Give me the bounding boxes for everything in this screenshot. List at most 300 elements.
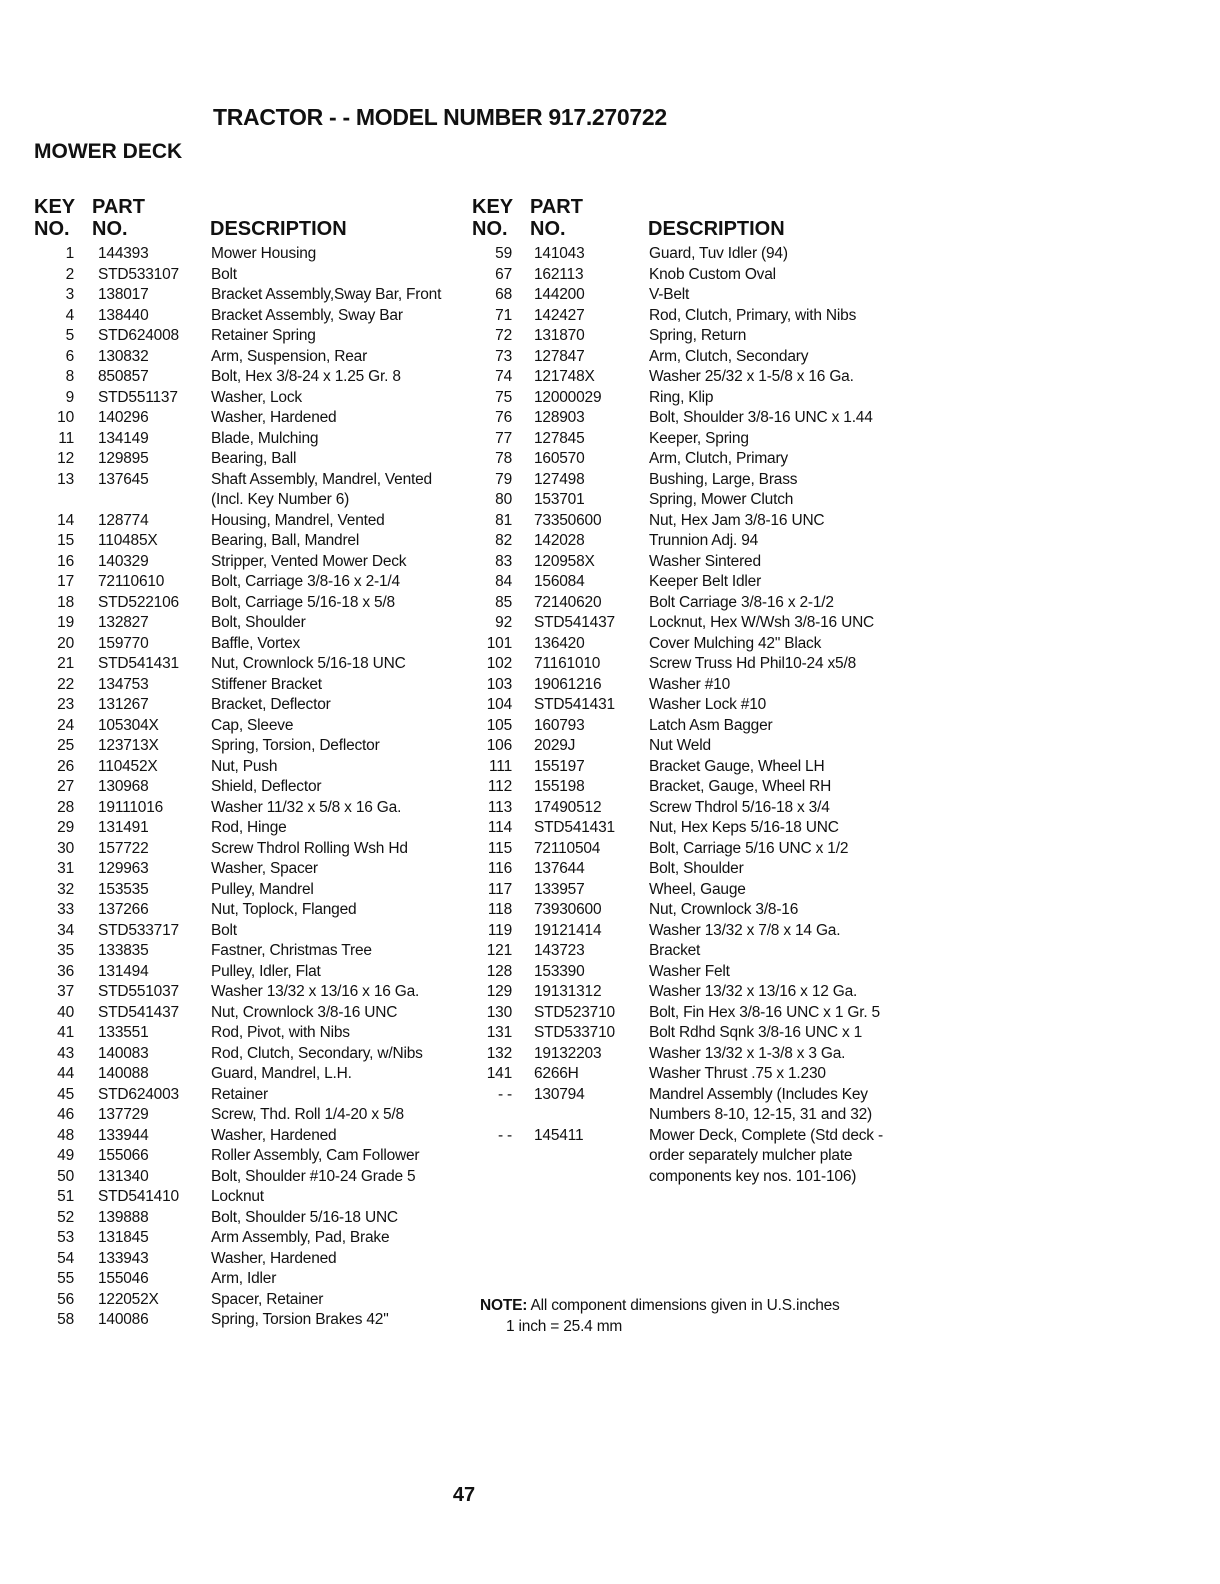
part-number: 136420 xyxy=(534,634,585,652)
part-number: STD533717 xyxy=(98,921,179,939)
part-number: 131267 xyxy=(98,696,149,713)
part-description: Bracket, Deflector xyxy=(211,696,331,713)
key-number: 49 xyxy=(57,1147,74,1164)
part-description: Shaft Assembly, Mandrel, Vented (Incl. Key Number 6) xyxy=(211,470,432,508)
key-number: 118 xyxy=(487,901,512,918)
part-description: Bracket xyxy=(649,942,701,959)
key-number: 54 xyxy=(57,1249,74,1267)
part-description: Arm, Idler xyxy=(211,1270,277,1287)
key-number: 101 xyxy=(486,634,512,652)
parts-row xyxy=(30,798,402,819)
parts-row xyxy=(30,531,360,552)
key-number: 76 xyxy=(495,409,512,426)
parts-row xyxy=(470,1044,846,1065)
key-number: 115 xyxy=(487,839,512,857)
key-number: 56 xyxy=(57,1290,74,1308)
parts-row xyxy=(30,244,317,265)
key-header-2: NO. xyxy=(472,218,508,240)
parts-row xyxy=(30,1208,398,1229)
part-number: 156084 xyxy=(534,573,585,590)
key-number: 1 xyxy=(65,245,74,262)
part-number: 132827 xyxy=(98,614,149,631)
part-number: STD533107 xyxy=(98,265,179,283)
parts-row xyxy=(470,1126,883,1188)
key-number: 52 xyxy=(57,1208,74,1226)
parts-row xyxy=(30,654,406,675)
key-number: 141 xyxy=(486,1065,512,1082)
key-number: 20 xyxy=(57,634,74,652)
part-number: STD624003 xyxy=(98,1085,179,1103)
parts-row xyxy=(30,736,380,757)
parts-list-right xyxy=(470,244,883,1187)
part-number: 134753 xyxy=(98,675,149,693)
part-description: Spring, Torsion Brakes 42" xyxy=(211,1311,389,1328)
part-number: 120958X xyxy=(534,552,595,570)
part-description: Bearing, Ball, Mandrel xyxy=(211,532,360,549)
part-number: 143723 xyxy=(534,942,585,959)
part-description: Pulley, Idler, Flat xyxy=(211,962,321,980)
key-number: 35 xyxy=(57,942,74,959)
part-description: Nut, Toplock, Flanged xyxy=(211,901,357,918)
part-description: Nut, Hex Jam 3/8-16 UNC xyxy=(649,511,825,529)
dimension-note xyxy=(480,1296,840,1337)
parts-row xyxy=(470,613,875,634)
parts-row xyxy=(470,326,747,347)
part-number: STD551137 xyxy=(98,388,178,406)
part-number: 138017 xyxy=(98,286,149,303)
key-number: 55 xyxy=(57,1270,74,1287)
part-description: Washer, Spacer xyxy=(211,860,318,877)
part-description: Washer, Hardened xyxy=(211,409,337,426)
part-description: Knob Custom Oval xyxy=(649,265,776,283)
parts-row xyxy=(470,490,794,511)
parts-row xyxy=(30,839,408,860)
key-number: 5 xyxy=(65,327,74,344)
part-number: 131845 xyxy=(98,1229,149,1246)
key-number: 24 xyxy=(57,716,74,734)
key-number: 28 xyxy=(57,798,74,816)
key-number: 83 xyxy=(495,552,512,570)
part-description: Bolt, Shoulder xyxy=(211,614,306,631)
part-description: Bolt, Carriage 5/16 UNC x 1/2 xyxy=(649,839,849,857)
key-number: 78 xyxy=(495,450,512,467)
part-number: 110485X xyxy=(98,532,158,549)
part-description: Spring, Torsion, Deflector xyxy=(211,737,380,754)
key-number: 71 xyxy=(495,306,512,324)
key-number: 77 xyxy=(495,429,512,447)
parts-row xyxy=(470,244,788,265)
parts-row xyxy=(30,470,432,511)
key-number: 80 xyxy=(495,491,512,508)
part-description: Pulley, Mandrel xyxy=(211,880,314,898)
key-number: 68 xyxy=(495,286,512,303)
parts-row xyxy=(30,326,316,347)
description-header: DESCRIPTION xyxy=(648,218,785,240)
part-description: Washer 13/32 x 1-3/8 x 3 Ga. xyxy=(649,1044,846,1062)
parts-row xyxy=(30,921,280,942)
part-description: Mower Deck, Complete (Std deck - order separately mulcher plate components key nos. 101-106) xyxy=(649,1126,883,1185)
key-number: 34 xyxy=(57,921,74,939)
parts-row xyxy=(30,962,321,983)
part-number: 19131312 xyxy=(534,983,602,1000)
part-number: 141043 xyxy=(534,245,585,262)
key-number: 37 xyxy=(57,983,74,1000)
key-number: 29 xyxy=(57,819,74,836)
parts-row xyxy=(470,511,825,532)
part-description: Roller Assembly, Cam Follower xyxy=(211,1147,420,1164)
part-description: Washer Lock #10 xyxy=(649,696,767,713)
part-description: Locknut xyxy=(211,1188,264,1205)
key-number: 59 xyxy=(495,245,512,262)
parts-row xyxy=(470,531,759,552)
parts-row xyxy=(470,347,809,368)
key-number: 51 xyxy=(57,1188,74,1205)
key-number: 81 xyxy=(495,511,512,529)
key-number: 75 xyxy=(495,388,512,406)
parts-row xyxy=(470,921,841,942)
part-description: Keeper Belt Idler xyxy=(649,573,762,590)
parts-row xyxy=(470,798,830,819)
parts-row xyxy=(470,695,767,716)
parts-row xyxy=(30,552,407,573)
parts-row xyxy=(470,367,854,388)
part-number: 127847 xyxy=(534,347,585,365)
parts-row xyxy=(30,306,403,327)
part-description: Washer Felt xyxy=(649,962,730,980)
parts-row xyxy=(30,1228,390,1249)
part-description: Wheel, Gauge xyxy=(649,880,746,898)
part-number: 153535 xyxy=(98,880,149,898)
key-number: 45 xyxy=(57,1085,74,1103)
parts-row xyxy=(470,1003,880,1024)
key-number: 16 xyxy=(57,552,74,570)
part-description: Washer, Lock xyxy=(211,388,302,406)
key-number: 114 xyxy=(487,819,512,836)
part-number: 137729 xyxy=(98,1106,149,1123)
part-description: Washer Sintered xyxy=(649,552,761,570)
part-number: STD541431 xyxy=(534,696,615,713)
part-description: Trunnion Adj. 94 xyxy=(649,532,759,549)
part-number: 133944 xyxy=(98,1126,149,1144)
key-number: 82 xyxy=(495,532,512,549)
part-description: Bolt, Carriage 5/16-18 x 5/8 xyxy=(211,593,395,611)
key-number: 3 xyxy=(65,286,74,303)
key-number: 121 xyxy=(486,942,512,959)
part-description: Bolt xyxy=(211,921,237,939)
part-number: 140083 xyxy=(98,1044,149,1062)
part-number: 155197 xyxy=(534,757,585,775)
part-description: Cap, Sleeve xyxy=(211,716,294,734)
parts-row xyxy=(470,818,839,839)
part-description: Retainer Spring xyxy=(211,327,316,344)
part-description: Bolt, Shoulder xyxy=(649,860,744,877)
part-description: Washer Thrust .75 x 1.230 xyxy=(649,1065,826,1082)
parts-row xyxy=(30,716,294,737)
parts-row xyxy=(470,408,873,429)
key-number: 116 xyxy=(487,860,512,877)
parts-row xyxy=(470,654,856,675)
part-number: 155046 xyxy=(98,1270,149,1287)
key-number: 14 xyxy=(57,511,74,529)
parts-row xyxy=(30,880,314,901)
part-number: 122052X xyxy=(98,1290,159,1308)
key-number: 103 xyxy=(486,675,512,693)
part-description: Washer 13/32 x 7/8 x 14 Ga. xyxy=(649,921,841,939)
parts-row xyxy=(470,859,744,880)
part-description: Screw Thdrol Rolling Wsh Hd xyxy=(211,839,408,857)
key-number: 85 xyxy=(495,593,512,611)
key-number: 130 xyxy=(486,1003,512,1021)
part-number: 133551 xyxy=(98,1024,149,1041)
part-description: Washer 11/32 x 5/8 x 16 Ga. xyxy=(211,798,402,816)
key-number: 21 xyxy=(57,655,74,672)
key-number: 67 xyxy=(495,265,512,283)
part-description: Arm, Clutch, Secondary xyxy=(649,347,809,365)
part-description: Keeper, Spring xyxy=(649,429,749,447)
parts-row xyxy=(30,408,337,429)
part-description: Bolt, Shoulder #10-24 Grade 5 xyxy=(211,1167,416,1185)
part-description: Guard, Mandrel, L.H. xyxy=(211,1065,352,1082)
parts-column-right xyxy=(470,196,883,1187)
part-description: Spring, Mower Clutch xyxy=(649,491,794,508)
part-number: STD541437 xyxy=(534,614,615,631)
part-number: 137266 xyxy=(98,901,149,918)
parts-row xyxy=(470,941,715,962)
parts-row xyxy=(30,777,322,798)
key-number: 53 xyxy=(57,1229,74,1246)
part-number: 160570 xyxy=(534,450,585,467)
part-number: 159770 xyxy=(98,634,149,652)
part-description: Blade, Mulching xyxy=(211,429,319,447)
key-number: 129 xyxy=(486,983,512,1000)
key-number: 11 xyxy=(58,429,74,447)
parts-row xyxy=(470,777,832,798)
parts-row xyxy=(470,449,788,470)
part-description: Baffle, Vortex xyxy=(211,634,301,652)
part-description: Spacer, Retainer xyxy=(211,1290,324,1308)
part-number: 155198 xyxy=(534,778,585,795)
part-number: 137645 xyxy=(98,470,149,488)
parts-row xyxy=(30,1044,423,1065)
key-number: 9 xyxy=(65,388,74,406)
part-number: 19121414 xyxy=(534,921,602,939)
parts-row xyxy=(30,1290,324,1311)
key-number: 19 xyxy=(57,614,74,631)
part-description: Bolt, Fin Hex 3/8-16 UNC x 1 Gr. 5 xyxy=(649,1003,880,1021)
key-number: 22 xyxy=(57,675,74,693)
parts-row xyxy=(470,716,773,737)
key-number: 84 xyxy=(495,573,512,590)
part-number: 129963 xyxy=(98,860,149,877)
part-number: 6266H xyxy=(534,1065,579,1082)
parts-row xyxy=(470,552,761,573)
part-header-1: PART xyxy=(530,196,583,218)
part-description: Housing, Mandrel, Vented xyxy=(211,511,385,529)
part-number: 130968 xyxy=(98,778,149,795)
parts-row xyxy=(30,982,420,1003)
key-number: 40 xyxy=(57,1003,74,1021)
parts-row xyxy=(30,347,368,368)
part-header-2: NO. xyxy=(530,218,566,240)
key-number: 27 xyxy=(57,778,74,795)
part-description: Spring, Return xyxy=(649,327,747,344)
key-number: - - xyxy=(497,1085,512,1103)
key-number: 46 xyxy=(57,1106,74,1123)
key-number: 104 xyxy=(486,696,512,713)
parts-row xyxy=(470,982,858,1003)
parts-row xyxy=(30,757,280,778)
part-description: Bolt Carriage 3/8-16 x 2-1/2 xyxy=(649,593,834,611)
part-number: 131870 xyxy=(534,327,585,344)
part-number: 129895 xyxy=(98,450,149,467)
page-title: TRACTOR - - MODEL NUMBER 917.270722 xyxy=(213,104,667,130)
parts-column-left xyxy=(30,196,442,1331)
part-description: Washer, Hardened xyxy=(211,1126,337,1144)
key-number: 111 xyxy=(489,757,512,775)
part-number: STD541431 xyxy=(534,819,615,836)
parts-row xyxy=(30,1085,280,1106)
part-number: 2029J xyxy=(534,737,576,754)
key-number: - - xyxy=(497,1126,512,1144)
part-number: 145411 xyxy=(534,1126,584,1144)
parts-row xyxy=(30,1105,404,1126)
key-number: 73 xyxy=(495,347,512,365)
key-number: 15 xyxy=(57,532,74,549)
key-header-1: KEY xyxy=(472,196,514,218)
key-number: 112 xyxy=(487,778,512,795)
part-description: Retainer xyxy=(211,1085,268,1103)
key-number: 18 xyxy=(57,593,74,611)
part-number: 137644 xyxy=(534,860,585,877)
parts-row xyxy=(470,572,762,593)
parts-row xyxy=(470,900,799,921)
parts-row xyxy=(470,634,822,655)
note-label: NOTE: xyxy=(480,1297,528,1314)
key-number: 105 xyxy=(486,716,512,734)
parts-row xyxy=(30,285,442,306)
parts-row xyxy=(470,429,749,450)
part-number: 72110610 xyxy=(98,573,165,590)
key-number: 25 xyxy=(57,737,74,754)
part-description: Washer 13/32 x 13/16 x 16 Ga. xyxy=(211,983,420,1000)
part-number: 153701 xyxy=(534,491,585,508)
parts-row xyxy=(30,593,395,614)
parts-row xyxy=(30,1187,280,1208)
part-description: Bolt, Shoulder 3/8-16 UNC x 1.44 xyxy=(649,409,873,426)
parts-row xyxy=(30,634,301,655)
key-number: 117 xyxy=(487,880,512,898)
note-text: All component dimensions given in U.S.inches xyxy=(527,1297,840,1314)
part-number: 128774 xyxy=(98,511,149,529)
part-number: 144200 xyxy=(534,286,585,303)
key-number: 23 xyxy=(57,696,74,713)
parts-row xyxy=(30,388,302,409)
part-description: Nut, Push xyxy=(211,757,278,775)
parts-row xyxy=(30,695,331,716)
key-number: 50 xyxy=(57,1167,74,1185)
parts-row xyxy=(30,1310,389,1331)
key-number: 44 xyxy=(57,1065,74,1082)
parts-row xyxy=(470,470,798,491)
part-description: Mower Housing xyxy=(211,245,317,262)
parts-row xyxy=(470,1085,872,1126)
parts-row xyxy=(30,900,357,921)
part-number: 130832 xyxy=(98,347,149,365)
part-description: Arm Assembly, Pad, Brake xyxy=(211,1229,390,1246)
part-description: Nut, Crownlock 3/8-16 UNC xyxy=(211,1003,398,1021)
part-number: STD522106 xyxy=(98,593,179,611)
parts-row xyxy=(470,306,857,327)
parts-row xyxy=(30,941,372,962)
key-number: 8 xyxy=(65,368,74,385)
key-number: 2 xyxy=(65,265,74,283)
part-number: 123713X xyxy=(98,737,159,754)
part-number: 138440 xyxy=(98,306,149,324)
part-number: STD533710 xyxy=(534,1024,615,1041)
part-number: 19061216 xyxy=(534,675,602,693)
key-number: 92 xyxy=(495,614,512,631)
part-description: Ring, Klip xyxy=(649,388,714,406)
part-number: 140329 xyxy=(98,552,149,570)
part-number: 19132203 xyxy=(534,1044,602,1062)
page-number: 47 xyxy=(452,1484,476,1506)
part-description: Screw Truss Hd Phil10-24 x5/8 xyxy=(649,655,856,672)
key-number: 102 xyxy=(486,655,512,672)
parts-row xyxy=(470,736,715,757)
part-description: Shield, Deflector xyxy=(211,778,322,795)
parts-row xyxy=(30,1269,280,1290)
parts-row xyxy=(470,880,746,901)
parts-row xyxy=(30,511,385,532)
part-description: Nut Weld xyxy=(649,737,711,754)
part-description: Bracket Assembly, Sway Bar xyxy=(211,306,403,324)
part-number: 73350600 xyxy=(534,511,602,529)
part-description: Latch Asm Bagger xyxy=(649,716,773,734)
part-number: STD541410 xyxy=(98,1188,179,1205)
key-number: 72 xyxy=(495,327,512,344)
key-number: 41 xyxy=(57,1024,74,1041)
key-number: 132 xyxy=(486,1044,512,1062)
part-number: 140086 xyxy=(98,1311,149,1328)
parts-row xyxy=(30,367,401,388)
part-number: STD523710 xyxy=(534,1003,615,1021)
part-description: Stripper, Vented Mower Deck xyxy=(211,552,407,570)
key-number: 74 xyxy=(495,368,512,385)
part-number: 131494 xyxy=(98,962,149,980)
parts-row xyxy=(470,1023,863,1044)
parts-row xyxy=(470,388,715,409)
part-number: 72110504 xyxy=(534,839,601,857)
part-number: 140296 xyxy=(98,409,149,426)
part-description: Bolt xyxy=(211,265,237,283)
part-description: Bolt, Carriage 3/8-16 x 2-1/4 xyxy=(211,573,400,590)
part-description: Washer #10 xyxy=(649,675,730,693)
parts-row xyxy=(30,265,280,286)
part-description: Screw Thdrol 5/16-18 x 3/4 xyxy=(649,798,830,816)
key-number: 106 xyxy=(486,737,512,754)
part-number: 121748X xyxy=(534,368,595,385)
key-number: 33 xyxy=(57,901,74,918)
column-header xyxy=(30,196,347,244)
part-number: 17490512 xyxy=(534,798,602,816)
key-number: 128 xyxy=(486,962,512,980)
part-number: 110452X xyxy=(98,757,158,775)
part-number: 142028 xyxy=(534,532,585,549)
part-number: 142427 xyxy=(534,306,585,324)
part-number: 19111016 xyxy=(98,798,164,816)
note-conversion: 1 inch = 25.4 mm xyxy=(506,1317,623,1335)
parts-row xyxy=(470,1064,826,1085)
